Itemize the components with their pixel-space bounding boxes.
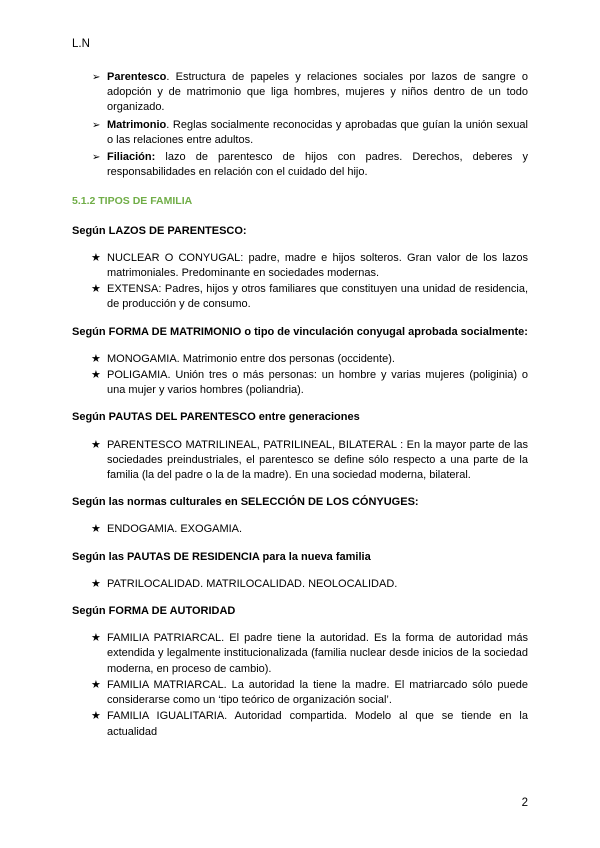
group-heading: Según las normas culturales en SELECCIÓN DE LOS CÓNYUGES: <box>72 496 419 509</box>
arrow-bullet-icon: ➢ <box>92 152 101 164</box>
list-item: ★ FAMILIA MATRIARCAL. La autoridad la tiene la madre. El matriarcado sólo puede considerarse como un ‘tipo teórico de organización social’. <box>91 678 528 707</box>
header-initials: L.N <box>72 38 90 50</box>
definition-term: Parentesco <box>107 71 167 83</box>
group-heading: Según PAUTAS DEL PARENTESCO entre generaciones <box>72 411 360 424</box>
list-item: ★ PARENTESCO MATRILINEAL, PATRILINEAL, BILATERAL : En la mayor parte de las sociedades preindustriales, el parentesco se define sólo respecto a una parte de la familia (la del padre o la de la madre). En una sociedad moderna, bilateral. <box>91 438 528 482</box>
star-bullet-icon: ★ <box>91 678 101 691</box>
group-heading: Según LAZOS DE PARENTESCO: <box>72 224 247 237</box>
definition-text: lazo de parentesco de hijos con padres. Derechos, deberes y responsabilidades en relación con el cuidado del hijo. <box>107 151 528 179</box>
list-item <box>72 118 528 148</box>
list-item: ★ POLIGAMIA. Unión tres o más personas: un hombre y varias mujeres (poliginia) o una mujer y varios hombres (poliandria). <box>91 369 528 397</box>
page-number: 2 <box>521 797 528 809</box>
star-bullet-icon: ★ <box>91 283 101 296</box>
star-bullet-icon: ★ <box>91 251 101 264</box>
list-item: ★ NUCLEAR O CONYUGAL: padre, madre e hijos solteros. Gran valor de los lazos matrimoniales. Predominante en sociedades modernas. <box>91 251 528 280</box>
star-list <box>72 352 528 399</box>
star-bullet-icon: ★ <box>91 632 101 645</box>
star-list <box>72 577 528 592</box>
list-item <box>72 70 528 116</box>
document-body <box>72 70 528 752</box>
list-item: ★ ENDOGAMIA. EXOGAMIA. <box>72 522 528 537</box>
definition-term: Filiación: <box>107 151 156 164</box>
definitions-list <box>72 70 528 180</box>
arrow-bullet-icon: ➢ <box>92 119 101 131</box>
star-bullet-icon: ★ <box>91 577 101 590</box>
definition-term: Matrimonio <box>107 118 167 131</box>
star-bullet-icon: ★ <box>91 438 101 451</box>
list-item: ★ PATRILOCALIDAD. MATRILOCALIDAD. NEOLOCALIDAD. <box>72 577 528 592</box>
arrow-bullet-icon: ➢ <box>92 72 101 83</box>
star-bullet-icon: ★ <box>91 369 101 382</box>
star-list <box>72 631 528 739</box>
group-heading: Según FORMA DE MATRIMONIO o tipo de vinculación conyugal aprobada socialmente: <box>72 325 528 338</box>
group-heading: Según las PAUTAS DE RESIDENCIA para la nueva familia <box>72 550 371 563</box>
star-list <box>72 522 528 537</box>
star-bullet-icon: ★ <box>91 352 101 365</box>
list-item: ★ EXTENSA: Padres, hijos y otros familiares que constituyen una unidad de residencia, de producción y de consumo. <box>91 283 528 311</box>
star-bullet-icon: ★ <box>91 523 101 536</box>
list-item: ★ MONOGAMIA. Matrimonio entre dos personas (occidente). <box>72 352 528 367</box>
star-list <box>72 438 528 484</box>
group-heading: Según FORMA DE AUTORIDAD <box>72 605 236 618</box>
definition-text: . Reglas socialmente reconocidas y aprobadas que guían la unión sexual o las relaciones entre adultos. <box>107 118 528 146</box>
star-list <box>72 251 528 313</box>
list-item <box>72 150 528 180</box>
list-item: ★ FAMILIA IGUALITARIA. Autoridad compartida. Modelo al que se tiende en la actualidad <box>91 710 528 738</box>
star-bullet-icon: ★ <box>91 710 101 723</box>
list-item: ★ FAMILIA PATRIARCAL. El padre tiene la autoridad. Es la forma de autoridad más extendida y legalmente institucionalizada (familia nuclear desde inicios de la sociedad moderna, en proceso de cambio). <box>91 632 528 675</box>
section-title: 5.1.2 TIPOS DE FAMILIA <box>72 195 193 208</box>
definition-text: . Estructura de papeles y relaciones sociales por lazos de sangre o adopción y de matrimonio que liga hombres, mujeres y niños dentro de un todo organizado. <box>107 71 528 114</box>
